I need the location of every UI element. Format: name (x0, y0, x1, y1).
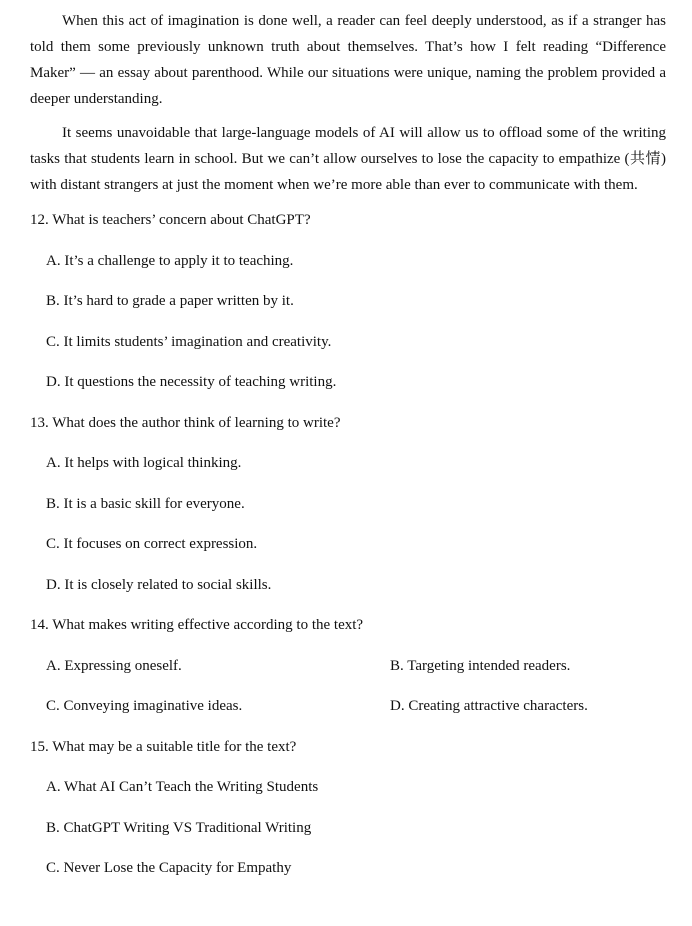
option-a: A. Expressing oneself. (46, 657, 182, 674)
question-stem: 12. What is teachers’ concern about ChatGPT? (30, 212, 311, 228)
option-b: B. It is a basic skill for everyone. (46, 495, 245, 512)
option-row (30, 652, 666, 693)
option-c: C. Conveying imaginative ideas. (46, 698, 243, 714)
question-stem: 14. What makes writing effective according to the text? (30, 617, 364, 633)
option-b: B. ChatGPT Writing VS Traditional Writing (46, 819, 312, 836)
option-d: D. It is closely related to social skills. (46, 576, 272, 593)
question-stem: 13. What does the author think of learning to write? (30, 414, 341, 431)
option-c: C. It focuses on correct expression. (46, 536, 258, 552)
question-13 (30, 409, 666, 612)
option-d: D. Creating attractive characters. (390, 698, 588, 714)
question-12 (30, 206, 666, 409)
passage-paragraph: It seems unavoidable that large-language models of AI will allow us to offload some of the writing tasks that students learn in school. But we can’t allow ourselves to lose the capacity to empathize (共情) with distant strangers at just the moment when we’re more able than ever to communicate with them. (30, 125, 666, 193)
option-d: D. It questions the necessity of teaching writing. (46, 374, 337, 390)
passage-paragraph: When this act of imagination is done well, a reader can feel deeply understood, as if a stranger has told them some previously unknown truth about themselves. That’s how I felt reading “Difference Maker” — an essay about parenthood. While our situations were unique, naming the problem provided a deeper understanding. (30, 13, 666, 107)
question-list (30, 206, 666, 895)
option-a: A. What AI Can’t Teach the Writing Students (46, 779, 319, 795)
document-page (30, 8, 666, 895)
question-15 (30, 733, 666, 895)
option-a: A. It helps with logical thinking. (46, 455, 242, 471)
option-c: C. Never Lose the Capacity for Empathy (46, 860, 292, 876)
option-b: B. Targeting intended readers. (390, 657, 571, 674)
option-a: A. It’s a challenge to apply it to teaching. (46, 252, 294, 269)
option-row (30, 692, 666, 733)
option-c: C. It limits students’ imagination and creativity. (46, 333, 332, 350)
question-14 (30, 611, 666, 733)
option-b: B. It’s hard to grade a paper written by it. (46, 293, 294, 309)
question-stem: 15. What may be a suitable title for the text? (30, 738, 297, 755)
